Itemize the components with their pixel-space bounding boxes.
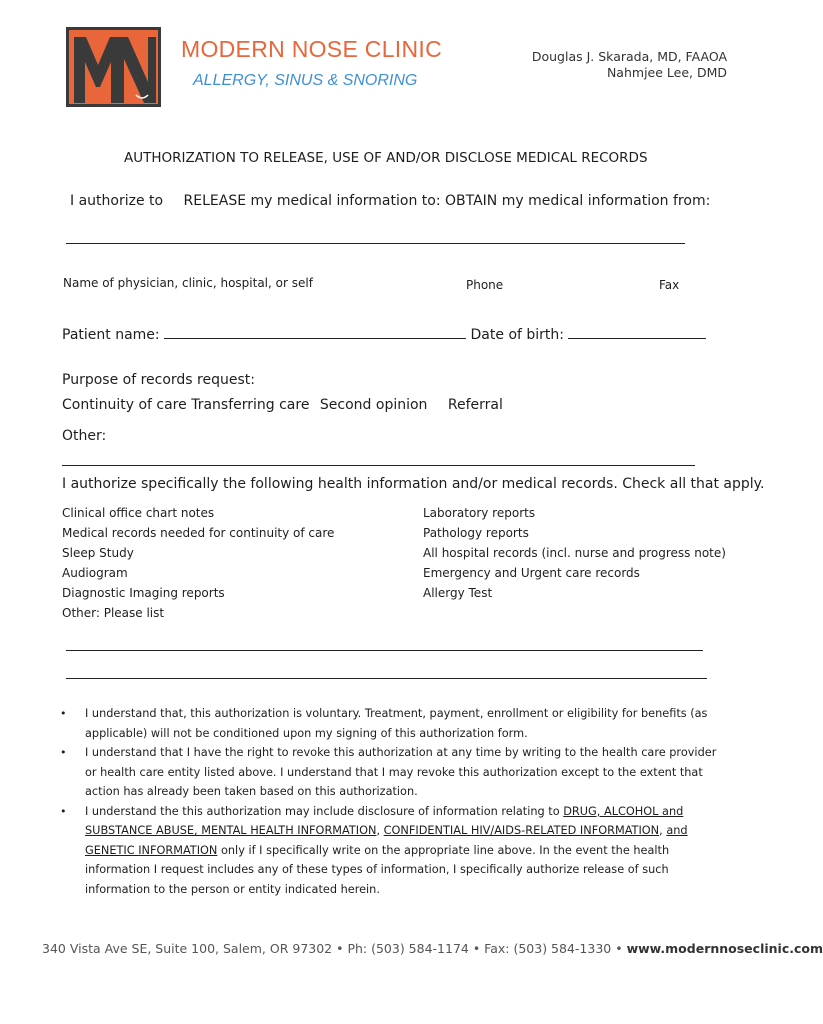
authorize-row xyxy=(70,193,710,209)
purpose-option: Transferring care xyxy=(191,397,310,413)
records-list-left xyxy=(62,503,334,623)
footer xyxy=(42,941,823,956)
purpose-option: Continuity of care xyxy=(62,397,187,413)
other-input-line[interactable] xyxy=(62,465,695,466)
fax-label: Fax xyxy=(659,278,680,292)
footer-website-link[interactable]: www.modernnoseclinic.com xyxy=(626,941,823,956)
release-label: RELEASE my medical information to: xyxy=(183,193,441,209)
statements xyxy=(60,704,730,899)
records-list-line-2[interactable] xyxy=(66,678,707,679)
patient-name-field[interactable] xyxy=(164,326,466,339)
doctor-name-1: Douglas J. Skarada, MD, FAAOA xyxy=(531,49,727,64)
bullet-icon: • xyxy=(60,707,67,720)
record-option[interactable]: Clinical office chart notes xyxy=(62,506,215,520)
purpose-option: Referral xyxy=(447,397,503,413)
statement-disclosure: • I understand the this authorization may include disclosure of information relating to DRUG, ALCOHOL and SUBSTANCE ABUSE, MENTAL HEALTH INFORMATION, CONFIDENTIAL HIV/AIDS-RELATED INFORMATION, and GENETIC INFORMATION only if I specifically write on the appropriate line above. In the event the health information I request includes any of these types of information, I specifically authorize release of such information to the person or entity indicated herein. xyxy=(60,802,730,900)
physician-input-line[interactable] xyxy=(66,243,685,244)
clinic-logo xyxy=(66,27,161,107)
clinic-subtitle: ALLERGY, SINUS & SNORING xyxy=(193,72,418,89)
statement-revoke: • I understand that I have the right to revoke this authorization at any time by writing to the health care provider or health care entity listed above. I understand that I may revoke this authorization except to the extent that action has already been taken based on this authorization. xyxy=(60,743,730,802)
patient-row xyxy=(62,326,706,343)
record-option[interactable]: Audiogram xyxy=(62,566,128,580)
records-list-right xyxy=(423,503,726,603)
authorize-to-label: I authorize to xyxy=(70,193,164,209)
clinic-name: MODERN NOSE CLINIC xyxy=(181,36,442,62)
record-option[interactable]: Laboratory reports xyxy=(423,506,536,520)
record-option[interactable]: Emergency and Urgent care records xyxy=(423,566,640,580)
record-option[interactable]: Pathology reports xyxy=(423,526,529,540)
record-option[interactable]: All hospital records (incl. nurse and progress note) xyxy=(423,546,726,560)
dob-label: Date of birth: xyxy=(470,327,564,343)
record-option[interactable]: Sleep Study xyxy=(62,546,134,560)
purpose-label: Purpose of records request: xyxy=(62,372,255,388)
physician-label: Name of physician, clinic, hospital, or self xyxy=(63,276,313,290)
footer-address: 340 Vista Ave SE, Suite 100, Salem, OR 97302 • Ph: (503) 584-1174 • Fax: (503) 584-1330 • xyxy=(42,941,627,956)
purpose-options xyxy=(62,397,503,413)
records-list-line-1[interactable] xyxy=(66,650,703,651)
patient-name-label: Patient name: xyxy=(62,327,160,343)
bullet-icon: • xyxy=(60,746,67,759)
bullet-icon: • xyxy=(60,804,67,818)
obtain-label: OBTAIN my medical information from: xyxy=(445,193,711,209)
record-option[interactable]: Allergy Test xyxy=(423,586,493,600)
doctor-name-2: Nahmjee Lee, DMD xyxy=(606,65,727,80)
record-option[interactable]: Medical records needed for continuity of care xyxy=(62,526,335,540)
phone-label: Phone xyxy=(466,278,504,292)
dob-field[interactable] xyxy=(568,326,706,339)
purpose-option: Second opinion xyxy=(319,397,428,413)
other-label: Other: xyxy=(62,428,107,444)
record-option[interactable]: Diagnostic Imaging reports xyxy=(62,586,225,600)
authorize-specific-text: I authorize specifically the following health information and/or medical records. Check all that apply. xyxy=(62,476,765,492)
record-option[interactable]: Other: Please list xyxy=(62,606,165,620)
form-title: AUTHORIZATION TO RELEASE, USE OF AND/OR DISCLOSE MEDICAL RECORDS xyxy=(124,150,648,166)
statement-voluntary: • I understand that, this authorization is voluntary. Treatment, payment, enrollment or eligibility for benefits (as applicable) will not be conditioned upon my signing of this authorization form. xyxy=(60,704,730,743)
